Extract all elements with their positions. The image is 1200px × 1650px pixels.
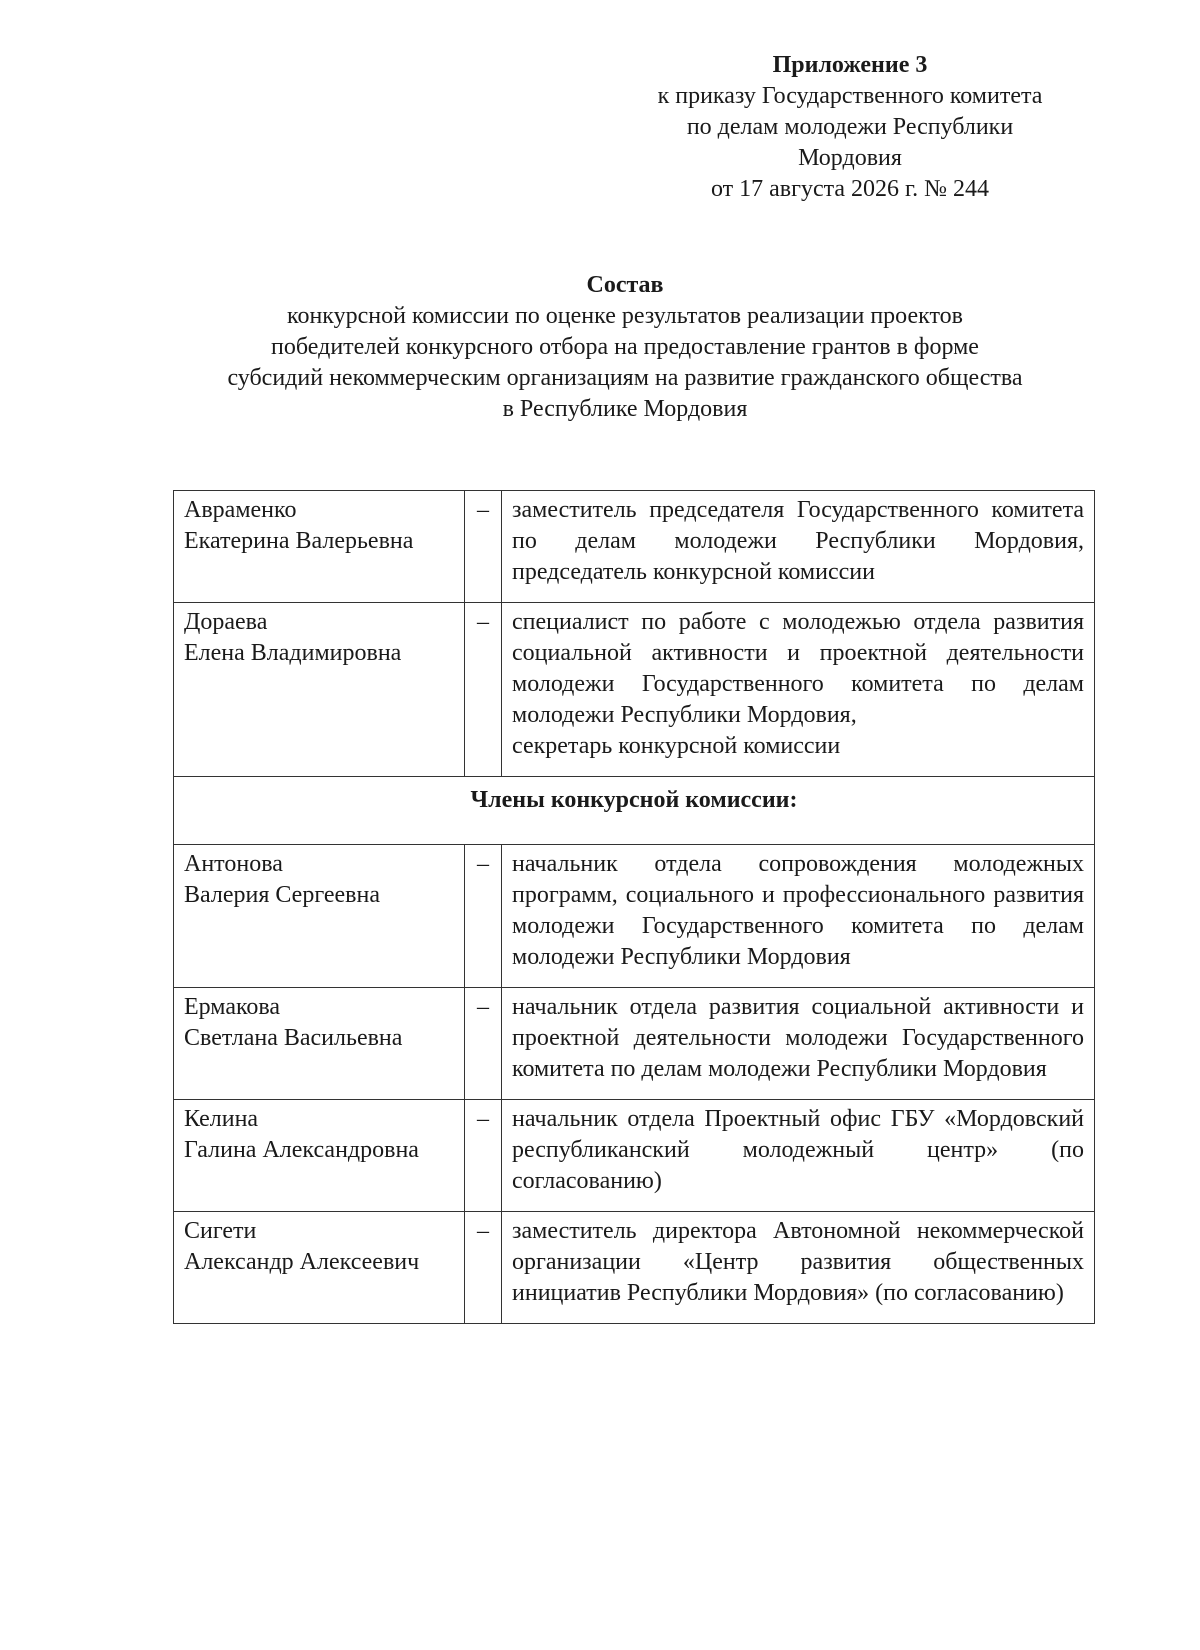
member-surname: Келина xyxy=(184,1106,259,1132)
dash-cell: – xyxy=(465,603,502,777)
dash-cell: – xyxy=(465,491,502,603)
section-heading: Члены конкурсной комиссии: xyxy=(174,777,1095,845)
member-name-cell xyxy=(174,988,465,1100)
member-role-extra: секретарь конкурсной комиссии xyxy=(512,733,841,759)
commission-table xyxy=(173,490,1095,1324)
member-role: начальник отдела сопровождения молодежных программ, социального и профессионального развития молодежи Государственного комитета по делам молодежи Республики Мордовия xyxy=(512,851,1084,970)
member-role: начальник отдела Проектный офис ГБУ «Мордовский республиканский молодежный центр» (по согласованию) xyxy=(512,1106,1084,1194)
member-given-names: Елена Владимировна xyxy=(184,640,402,666)
table-row xyxy=(174,1100,1095,1212)
member-given-names: Екатерина Валерьевна xyxy=(184,528,414,554)
document-title xyxy=(160,270,1090,425)
member-given-names: Галина Александровна xyxy=(184,1137,419,1163)
title-heading: Состав xyxy=(586,272,664,298)
member-role: начальник отдела развития социальной активности и проектной деятельности молодежи Государственного комитета по делам молодежи Республики Мордовия xyxy=(512,994,1084,1082)
member-given-names: Валерия Сергеевна xyxy=(184,882,380,908)
member-surname: Авраменко xyxy=(184,497,297,523)
appendix-line: к приказу Государственного комитета xyxy=(657,83,1043,109)
title-line: субсидий некоммерческим организациям на развитие гражданского общества xyxy=(227,365,1023,391)
member-role-cell xyxy=(502,1212,1095,1324)
member-role-cell xyxy=(502,845,1095,988)
appendix-header xyxy=(590,50,1110,205)
title-line: в Республике Мордовия xyxy=(502,396,748,422)
table-row xyxy=(174,988,1095,1100)
member-role: заместитель директора Автономной некоммерческой организации «Центр развития общественных инициатив Республики Мордовия» (по согласованию) xyxy=(512,1218,1084,1306)
title-line: победителей конкурсного отбора на предоставление грантов в форме xyxy=(271,334,979,360)
appendix-heading: Приложение 3 xyxy=(772,52,928,78)
dash-cell: – xyxy=(465,1212,502,1324)
member-name-cell xyxy=(174,845,465,988)
title-line: конкурсной комиссии по оценке результатов реализации проектов xyxy=(287,303,963,329)
dash-cell: – xyxy=(465,845,502,988)
dash-cell: – xyxy=(465,988,502,1100)
table-section-row xyxy=(174,777,1095,845)
member-role: заместитель председателя Государственного комитета по делам молодежи Республики Мордовия, председатель конкурсной комиссии xyxy=(512,497,1084,585)
member-given-names: Александр Алексеевич xyxy=(184,1249,420,1275)
member-name-cell xyxy=(174,1100,465,1212)
member-surname: Ермакова xyxy=(184,994,281,1020)
member-surname: Антонова xyxy=(184,851,283,877)
table-row xyxy=(174,845,1095,988)
member-role-cell xyxy=(502,603,1095,777)
member-name-cell xyxy=(174,1212,465,1324)
member-given-names: Светлана Васильевна xyxy=(184,1025,403,1051)
member-name-cell xyxy=(174,491,465,603)
member-role-cell xyxy=(502,988,1095,1100)
member-name-cell xyxy=(174,603,465,777)
member-role: специалист по работе с молодежью отдела развития социальной активности и проектной деятельности молодежи Государственного комитета по делам молодежи Республики Мордовия, xyxy=(512,609,1084,728)
appendix-line: Мордовия xyxy=(798,145,902,171)
appendix-line: по делам молодежи Республики xyxy=(686,114,1014,140)
member-role-cell xyxy=(502,1100,1095,1212)
member-role-cell xyxy=(502,491,1095,603)
appendix-line: от 17 августа 2026 г. № 244 xyxy=(710,176,990,202)
table-row xyxy=(174,603,1095,777)
member-surname: Сигети xyxy=(184,1218,257,1244)
table-row xyxy=(174,1212,1095,1324)
dash-cell: – xyxy=(465,1100,502,1212)
table-row xyxy=(174,491,1095,603)
member-surname: Дораева xyxy=(184,609,268,635)
